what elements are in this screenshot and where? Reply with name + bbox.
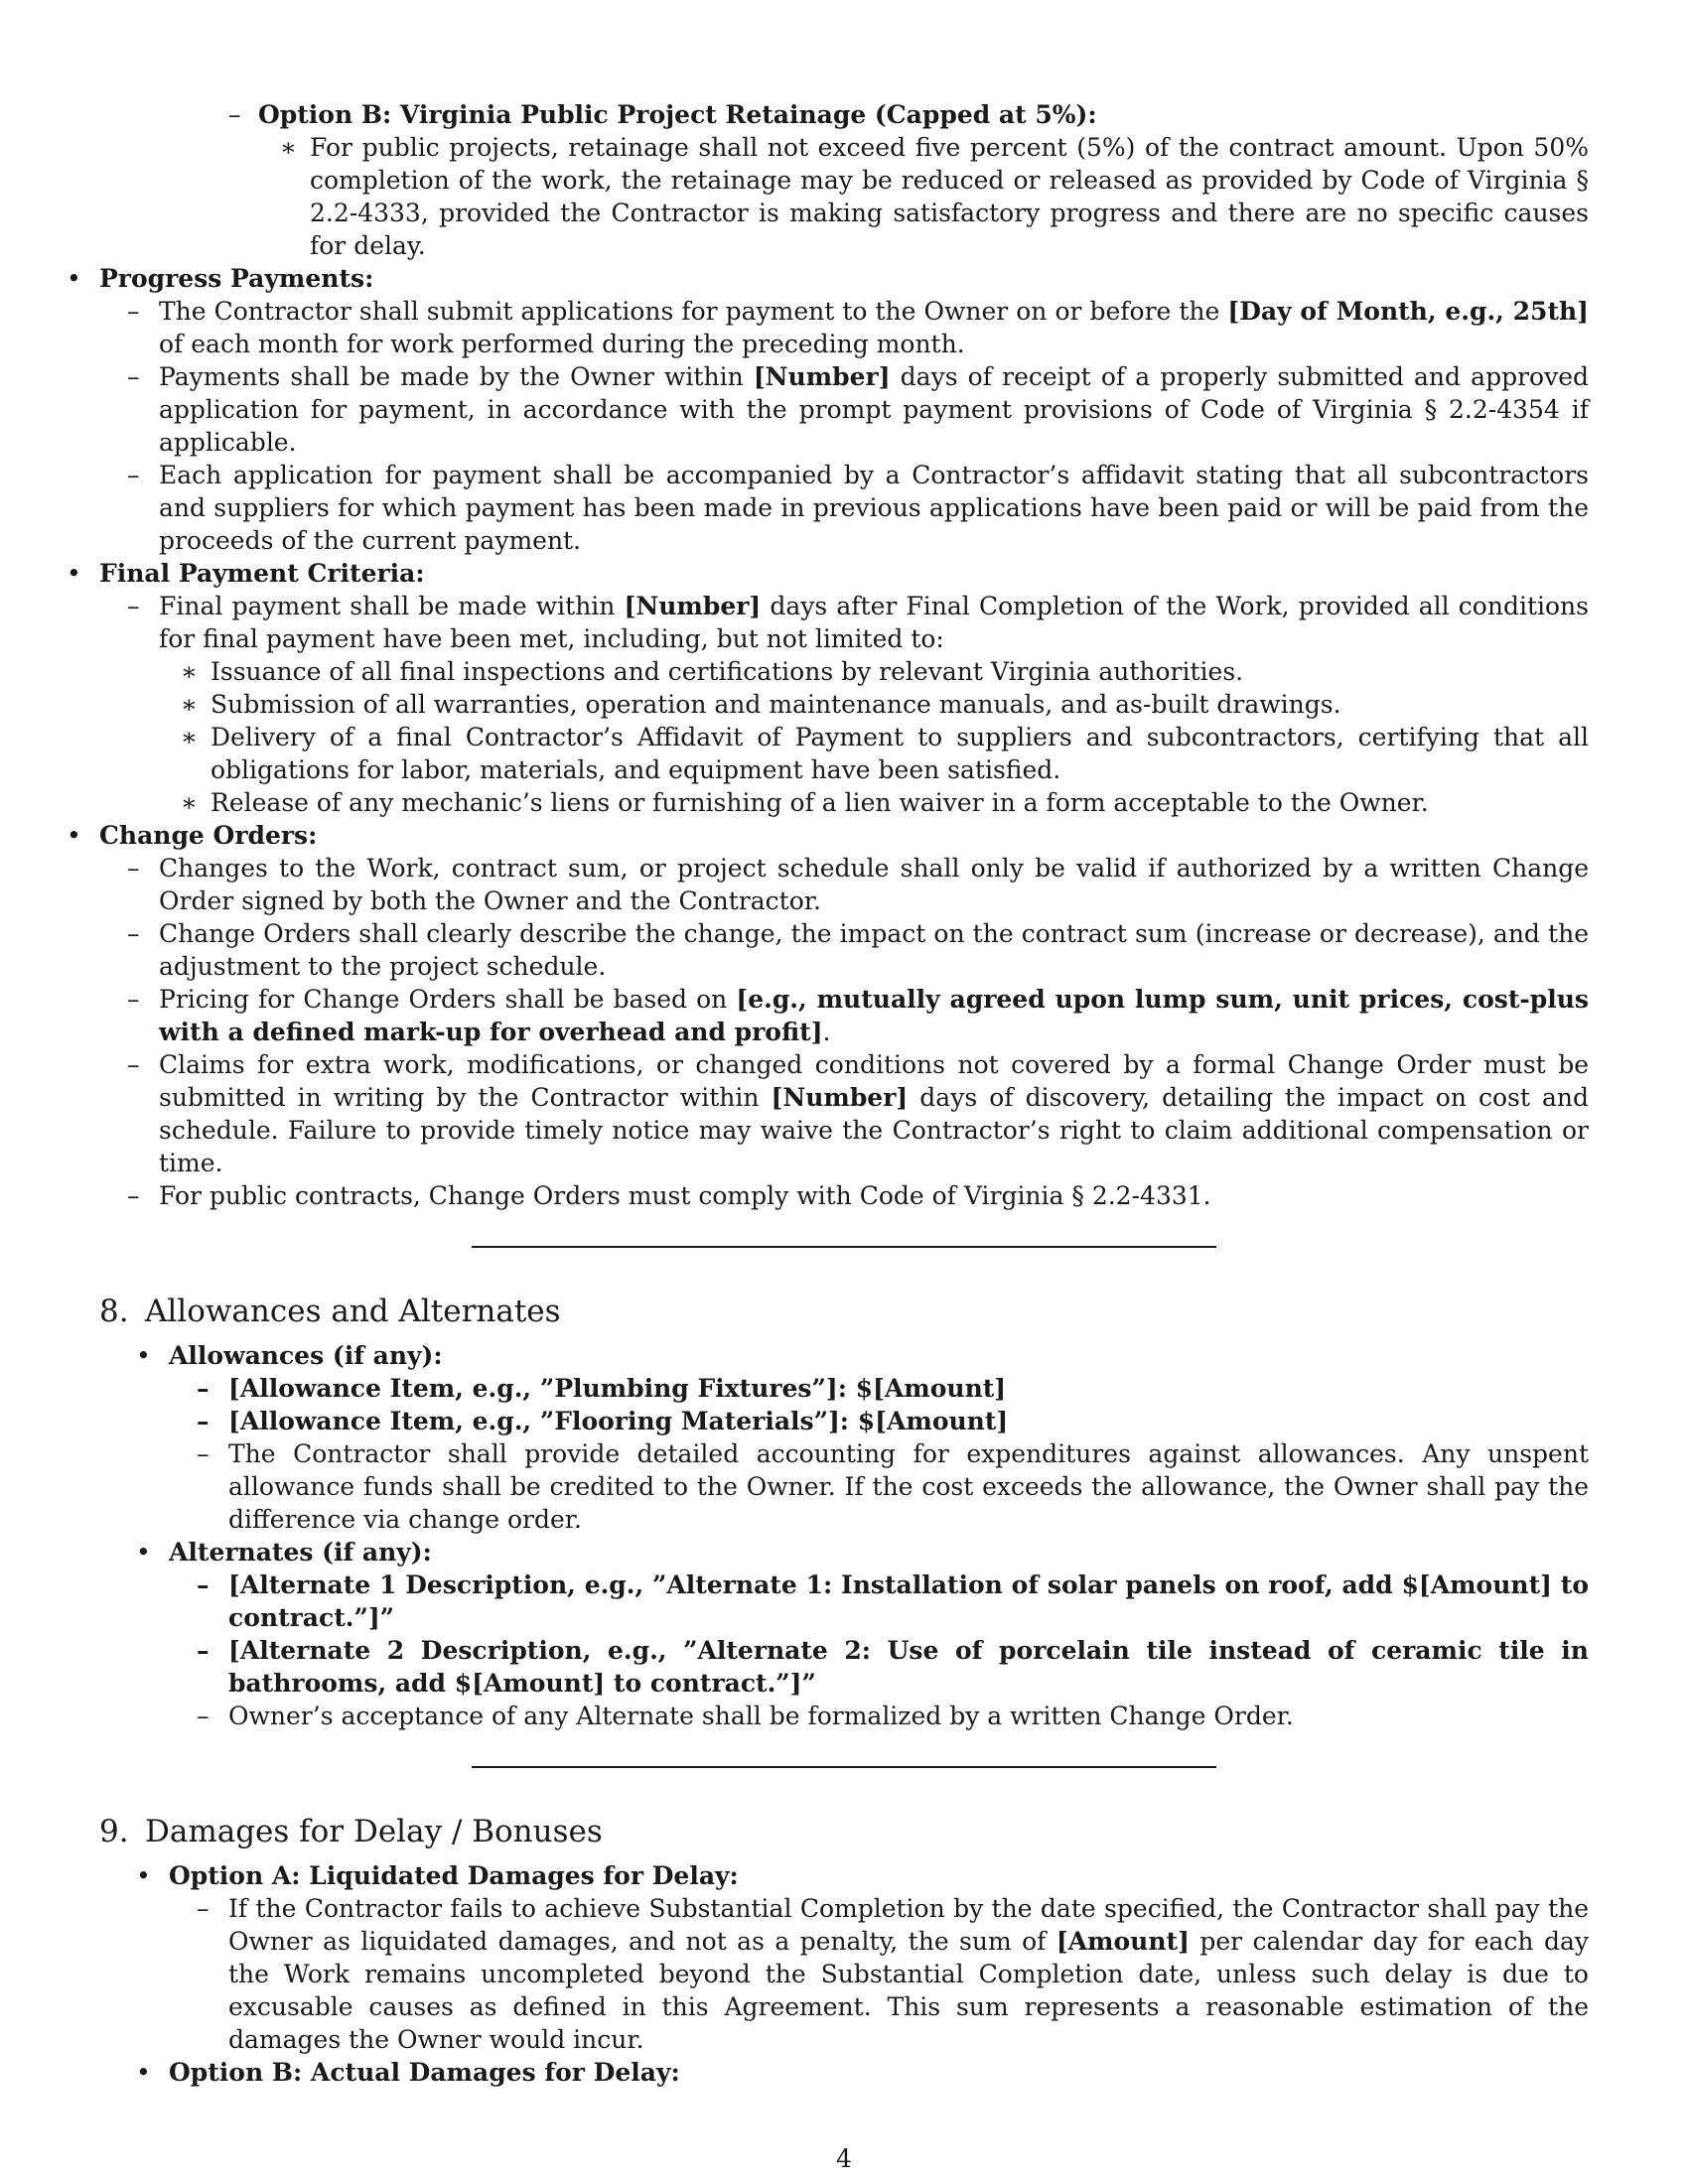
text-run: Pricing for Change Orders shall be based on [159,985,737,1014]
progress-payments [30,262,1589,557]
option-b-heading: Option B: Virginia Public Project Retainage (Capped at 5%): [258,100,1097,129]
final-payment-criteria [30,557,1589,819]
alternate-item-2: – [Alternate 2 Description, e.g., ”Alternate 2: Use of porcelain tile instead of ceramic tile in bathrooms, add $[Amount] to contract.”]” [169,1634,1589,1700]
section-9-title [99,1812,1589,1851]
progress-payments-item-2 [99,360,1589,459]
option-a-list [169,1892,1589,2056]
placeholder-number: [Number] [624,592,762,620]
placeholder-amount: [Amount] [1055,1927,1190,1956]
progress-payments-list [99,295,1589,557]
change-orders-item-2: – Change Orders shall clearly describe the change, the impact on the contract sum (increase or decrease), and the adjustment to the project schedule. [99,917,1589,983]
final-payment-condition-2: ∗ Submission of all warranties, operation and maintenance manuals, and as-built drawings. [159,688,1589,721]
option-a-heading: Option A: Liquidated Damages for Delay: [169,1861,739,1890]
page-number: 4 [836,2144,852,2173]
section-divider [472,1246,1216,1248]
change-orders-item-4 [99,1048,1589,1179]
final-payment-condition-1: ∗ Issuance of all final inspections and certifications by relevant Virginia authorities. [159,655,1589,688]
liquidated-damages [99,1859,1589,2056]
page-content [99,98,1589,2089]
final-payment-heading: Final Payment Criteria: [99,559,425,588]
placeholder-pricing: [e.g., mutually agreed upon lump sum, unit prices, cost-plus with a defined mark-up for overhead and profit] [159,985,1589,1046]
placeholder-number: [Number] [753,362,891,391]
allowances [99,1339,1589,1536]
change-orders-list [99,852,1589,1212]
section-8-title-text: Allowances and Alternates [145,1294,561,1329]
option-b-sublist [258,131,1589,262]
text-run: days of discovery, detailing the impact on cost and schedule. Failure to provide timely notice may waive the Contractor’s right to claim additional compensation or time. [159,1083,1590,1177]
allowances-list [169,1372,1589,1536]
actual-damages [99,2056,1589,2089]
option-b-retainage-list [228,98,1589,262]
text-run: The Contractor shall submit applications for payment to the Owner on or before the [159,297,1228,326]
allowance-item-1: – [Allowance Item, e.g., ”Plumbing Fixtures”]: $[Amount] [169,1372,1589,1405]
allowance-item-2: – [Allowance Item, e.g., ”Flooring Materials”]: $[Amount] [169,1405,1589,1437]
section-8-number: 8. [99,1294,129,1329]
alternate-item-1: – [Alternate 1 Description, e.g., ”Alternate 1: Installation of solar panels on roof, add $[Amount] to contract.”]” [169,1569,1589,1634]
final-payment-item [99,590,1589,819]
option-b-item: ∗ For public projects, retainage shall not exceed five percent (5%) of the contract amount. Upon 50% completion of the work, the retainage may be reduced or released as provided by Code of Virginia § 2.2-4333, provided the Contractor is making satisfactory progress and there are no specific causes for delay. [258,131,1589,262]
section-9-list [99,1859,1589,2089]
allowance-accounting: – The Contractor shall provide detailed accounting for expenditures against allowances. Any unspent allowance funds shall be credited to the Owner. If the cost exceeds the allowance, the Owner shall pay the difference via change order. [169,1437,1589,1536]
text-run: of each month for work performed during the preceding month. [159,330,965,358]
text-run: Payments shall be made by the Owner within [159,362,754,391]
alternates-list [169,1569,1589,1732]
change-orders-item-1: – Changes to the Work, contract sum, or project schedule shall only be valid if authorized by a written Change Order signed by both the Owner and the Contractor. [99,852,1589,917]
section-9-number: 9. [99,1814,129,1849]
allowances-heading: Allowances (if any): [169,1341,443,1370]
final-payment-condition-4: ∗ Release of any mechanic’s liens or furnishing of a lien waiver in a form acceptable to the Owner. [159,786,1589,819]
text-run: If the Contractor fails to achieve Substantial Completion by the date specified, the Contractor shall pay the Owner as liquidated damages, and not as a penalty, the sum of [228,1894,1589,1956]
option-b-retainage [228,98,1589,262]
payment-terms-list [30,262,1589,1212]
text-run: days after Final Completion of the Work, provided all conditions for final payment have been met, including, but not limited to: [159,592,1589,653]
alternates-heading: Alternates (if any): [169,1538,432,1567]
change-orders-item-5: – For public contracts, Change Orders must comply with Code of Virginia § 2.2-4331. [99,1179,1589,1212]
alternates [99,1536,1589,1732]
option-b-delay-heading: Option B: Actual Damages for Delay: [169,2058,680,2087]
section-divider [472,1766,1216,1768]
final-payment-list [99,590,1589,819]
section-8-title [99,1292,1589,1331]
progress-payments-item-1 [99,295,1589,360]
text-run: Claims for extra work, modifications, or changed conditions not covered by a formal Change Order must be submitted in writing by the Contractor within [159,1050,1589,1112]
placeholder-number: [Number] [771,1083,909,1112]
alternate-acceptance: – Owner’s acceptance of any Alternate shall be formalized by a written Change Order. [169,1700,1589,1732]
change-orders [30,819,1589,1212]
change-orders-heading: Change Orders: [99,821,318,850]
text-run: Final payment shall be made within [159,592,625,620]
progress-payments-heading: Progress Payments: [99,264,374,293]
section-8-list [99,1339,1589,1732]
option-a-item [169,1892,1589,2056]
change-orders-item-3 [99,983,1589,1048]
placeholder-day-of-month: [Day of Month, e.g., 25th] [1227,297,1589,326]
final-payment-conditions [159,655,1589,819]
section-9-title-text: Damages for Delay / Bonuses [145,1814,603,1849]
text-run: per calendar day for each day the Work remains uncompleted beyond the Substantial Completion date, unless such delay is due to excusable causes as defined in this Agreement. This sum represents a reasonable estimation of the damages the Owner would incur. [228,1927,1589,2054]
text-run: days of receipt of a properly submitted and approved application for payment, in accordance with the prompt payment provisions of Code of Virginia § 2.2-4354 if applicable. [159,362,1590,457]
text-run: . [822,1018,831,1046]
final-payment-condition-3: ∗ Delivery of a final Contractor’s Affidavit of Payment to suppliers and subcontractors, certifying that all obligations for labor, materials, and equipment have been satisfied. [159,721,1589,786]
progress-payments-item-3: – Each application for payment shall be accompanied by a Contractor’s affidavit stating that all subcontractors and suppliers for which payment has been made in previous applications have been paid or will be paid from the proceeds of the current payment. [99,459,1589,557]
